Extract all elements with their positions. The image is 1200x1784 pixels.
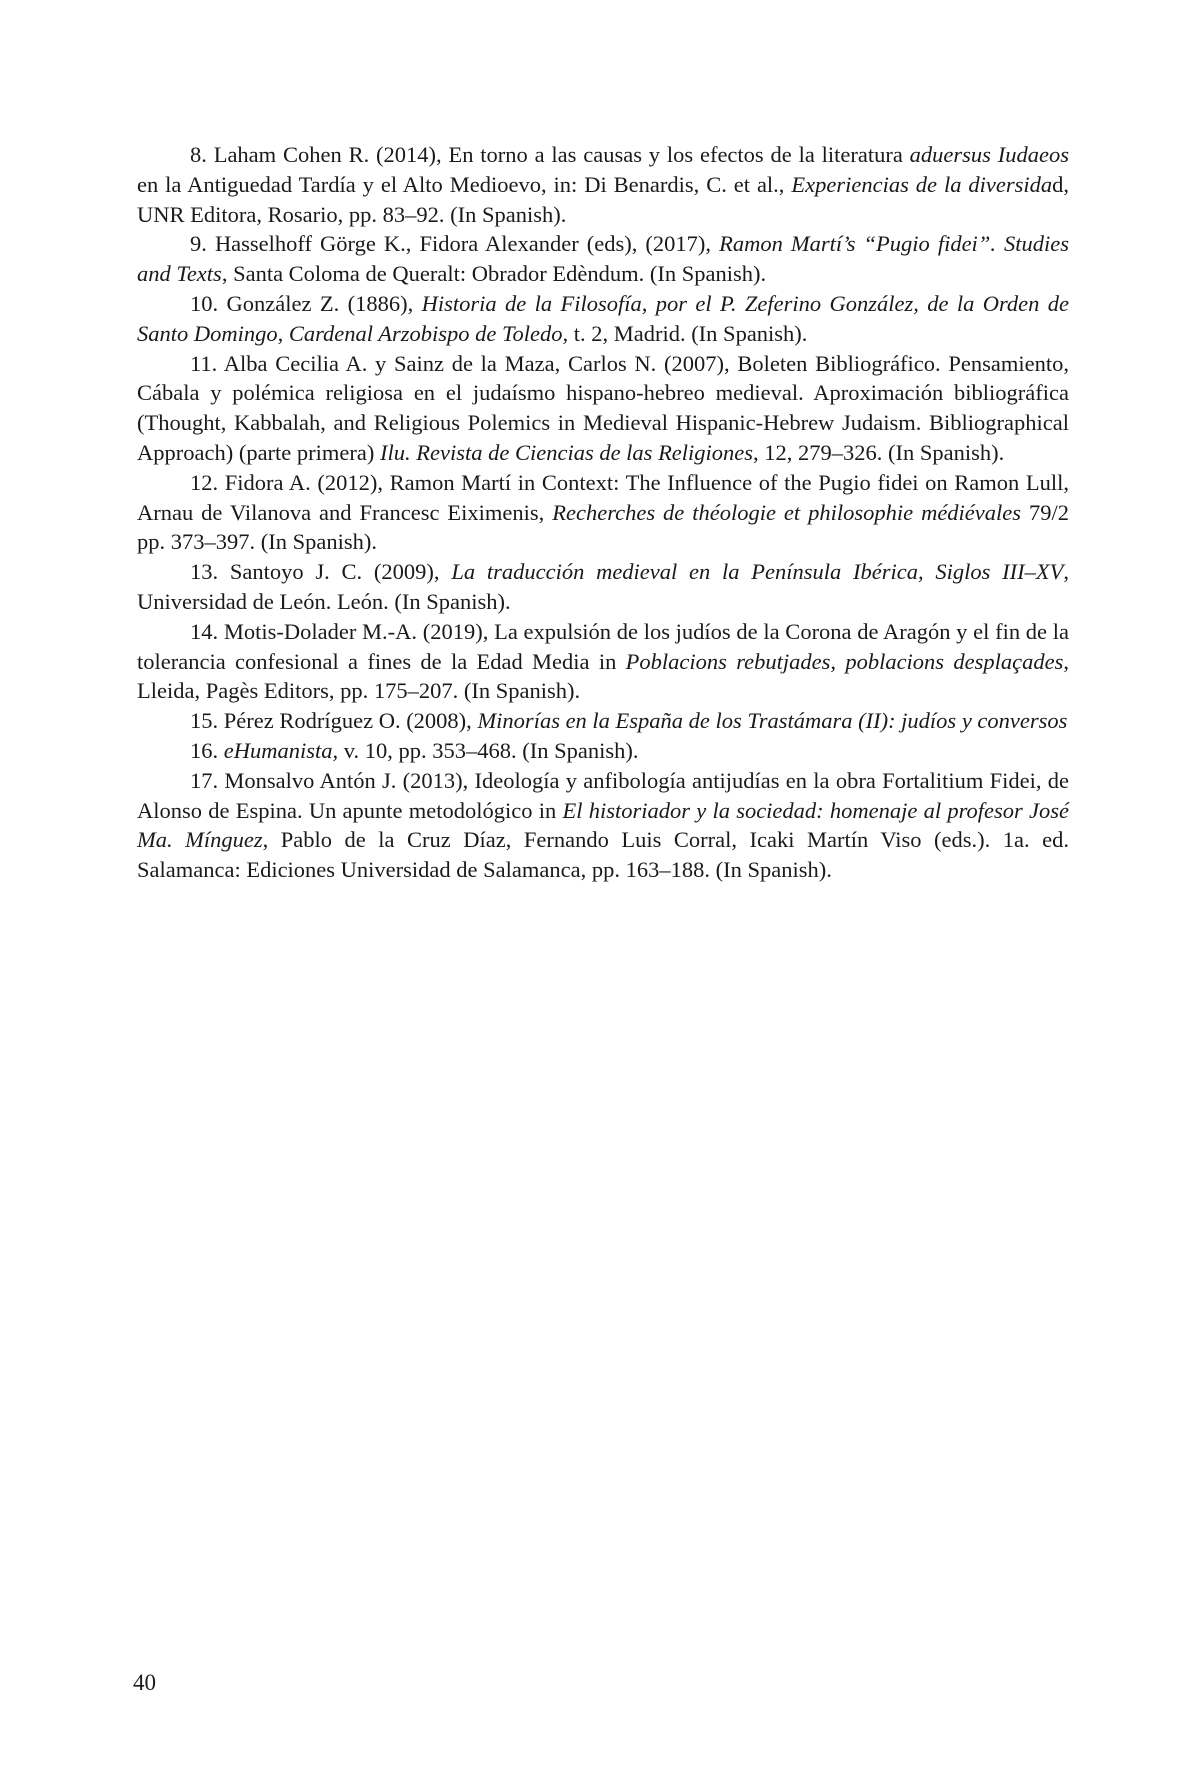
reference-title-italic: Minorías en la España de los Trastámara (II): judíos y conversos xyxy=(477,708,1067,733)
reference-number: 15. xyxy=(190,708,218,733)
reference-item xyxy=(137,349,1069,468)
reference-text: , Universidad de León. León. (In Spanish). xyxy=(137,559,1069,614)
reference-text: Santoyo J. C. (2009), xyxy=(230,559,451,584)
reference-title-italic: El historiador y la sociedad: homenaje al profesor José Ma. Mínguez xyxy=(137,798,1069,853)
reference-list xyxy=(137,140,1069,885)
reference-title-italic: eHumanista, xyxy=(224,738,338,763)
reference-title-italic: Experiencias de la diversida xyxy=(791,172,1052,197)
reference-title-italic: Ramon Martí’s “Pugio fidei”. Studies and Texts xyxy=(137,231,1069,286)
reference-item xyxy=(137,468,1069,557)
reference-title-italic: La traducción medieval en la Península Ibérica, Siglos III–XV xyxy=(451,559,1063,584)
reference-number: 13. xyxy=(190,559,218,584)
reference-item xyxy=(137,289,1069,349)
reference-text: t. 2, Madrid. (In Spanish). xyxy=(568,321,807,346)
page-number: 40 xyxy=(133,1668,156,1698)
reference-text: Laham Cohen R. (2014), En torno a las causas y los efectos de la literatura xyxy=(214,142,910,167)
reference-text: , Lleida, Pagès Editors, pp. 175–207. (In Spanish). xyxy=(137,649,1069,704)
reference-number: 16. xyxy=(190,738,218,763)
reference-item xyxy=(137,557,1069,617)
reference-text: , Pablo de la Cruz Díaz, Fernando Luis Corral, Icaki Martín Viso (eds.). 1a. ed. Salamanca: Ediciones Universidad de Salamanca, pp. 163–188. (In Spanish). xyxy=(137,827,1069,882)
reference-text: Pérez Rodríguez O. (2008), xyxy=(224,708,478,733)
reference-text: Alba Cecilia A. y Sainz de la Maza, Carlos N. (2007), Boleten Bibliográfico. Pensamiento, Cábala y polémica religiosa en el judaísmo hispano-hebreo medieval. Aproximación bibliográfica (Thought, Kabbalah, and Religious Polemics in Medieval Hispanic-Hebrew Judaism. Bibliographical Approach) (parte primera) xyxy=(137,351,1069,465)
reference-item xyxy=(137,229,1069,289)
reference-number: 17. xyxy=(190,768,218,793)
reference-text: 79/2 pp. 373–397. (In Spanish). xyxy=(137,500,1069,555)
reference-title-italic: Recherches de théologie et philosophie médiévales xyxy=(552,500,1021,525)
reference-text: , Santa Coloma de Queralt: Obrador Edèndum. (In Spanish). xyxy=(222,261,766,286)
reference-number: 9. xyxy=(190,231,207,256)
reference-text: González Z. (1886), xyxy=(227,291,422,316)
reference-item xyxy=(137,766,1069,885)
reference-text: Hasselhoff Görge K., Fidora Alexander (eds), (2017), xyxy=(215,231,719,256)
reference-text: Fidora A. (2012), Ramon Martí in Context: The Influence of the Pugio fidei on Ramon Lull, Arnau de Vilanova and Francesc Eiximenis, xyxy=(137,470,1069,525)
reference-item xyxy=(137,736,1069,766)
reference-number: 10. xyxy=(190,291,218,316)
reference-title-italic: aduersus Iudaeos xyxy=(910,142,1069,167)
reference-number: 8. xyxy=(190,142,207,167)
reference-text: Monsalvo Antón J. (2013), Ideología y anfibología antijudías en la obra Fortalitium Fidei, de Alonso de Espina. Un apunte metodológico in xyxy=(137,768,1069,823)
reference-number: 11. xyxy=(190,351,217,376)
reference-item xyxy=(137,140,1069,229)
reference-title-italic: Ilu. Revista de Ciencias de las Religiones xyxy=(380,440,753,465)
reference-text: Motis-Dolader M.-A. (2019), La expulsión de los judíos de la Corona de Aragón y el fin de la tolerancia confesional a fines de la Edad Media in xyxy=(137,619,1069,674)
reference-title-italic: Historia de la Filosofía, por el P. Zeferino González, de la Orden de Santo Domingo, Cardenal Arzobispo de Toledo, xyxy=(137,291,1069,346)
reference-text: , 12, 279–326. (In Spanish). xyxy=(753,440,1004,465)
reference-title-italic: Poblacions rebutjades, poblacions desplaçades xyxy=(626,649,1064,674)
reference-item xyxy=(137,617,1069,706)
reference-number: 14. xyxy=(190,619,218,644)
reference-text: en la Antiguedad Tardía y el Alto Medioevo, in: Di Benardis, C. et al., xyxy=(137,172,791,197)
reference-item xyxy=(137,706,1069,736)
reference-number: 12. xyxy=(190,470,218,495)
reference-text: v. 10, pp. 353–468. (In Spanish). xyxy=(338,738,638,763)
reference-text: d, UNR Editora, Rosario, pp. 83–92. (In Spanish). xyxy=(137,172,1069,227)
